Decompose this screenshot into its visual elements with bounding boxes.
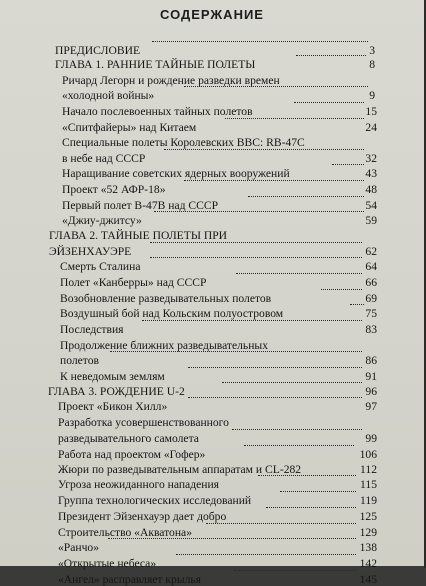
- dot-leader: [280, 490, 356, 492]
- toc-entry-title: ПРЕДИСЛОВИЕ: [55, 44, 141, 57]
- toc-entry-title: Разработка усовершенствованного: [58, 416, 229, 429]
- toc-entry-page: 32: [365, 152, 377, 165]
- dot-leader: [184, 85, 368, 87]
- toc-entry-title: «холодной войны»: [62, 89, 155, 102]
- toc-entry-title: Работа над проектом «Гофер»: [58, 448, 206, 461]
- dot-leader: [176, 553, 356, 555]
- toc-entry-title: Полет «Канберры» над СССР: [60, 276, 207, 289]
- toc-entry-title: разведывательного самолета: [58, 432, 199, 445]
- toc-entry-page: 66: [365, 276, 377, 289]
- toc-entry-title: Наращивание советских ядерных вооружений: [62, 167, 290, 180]
- toc-entry-page: 9: [369, 89, 375, 102]
- toc-entry-page: 145: [359, 573, 377, 586]
- toc-entry-page: 54: [365, 199, 377, 212]
- toc-entry-title: Последствия: [60, 323, 124, 336]
- toc-entry-title: Группа технологических исследований: [58, 494, 252, 507]
- toc-entry-page: 43: [365, 167, 377, 180]
- dot-leader: [258, 474, 356, 476]
- toc-entry-title: ГЛАВА 2. ТАЙНЫЕ ПОЛЕТЫ ПРИ: [49, 229, 228, 242]
- dot-leader: [234, 569, 356, 571]
- toc-entry-title: К неведомым землям: [60, 370, 165, 383]
- toc-entry-title: Президент Эйзенхауэр дает добро: [58, 510, 227, 523]
- toc-entry-page: 64: [365, 260, 377, 273]
- toc-entry-title: «Спитфайеры» над Китаем: [62, 121, 197, 134]
- dot-leader: [296, 54, 366, 56]
- dot-leader: [222, 381, 362, 383]
- toc-entry-title: Начало послевоенных тайных полетов: [62, 105, 253, 118]
- dot-leader: [154, 210, 364, 212]
- dot-leader: [350, 303, 364, 305]
- toc-entry-title: Ричард Легорн и рождение разведки времен: [62, 74, 280, 87]
- dot-leader: [206, 522, 356, 524]
- toc-entry-title: ЭЙЗЕНХАУЭРЕ: [49, 245, 132, 258]
- toc-entry-page: 129: [359, 526, 377, 539]
- dot-leader: [142, 319, 362, 321]
- toc-entry-title: Смерть Сталина: [60, 260, 141, 273]
- toc-entry-title: Специальные полеты Королевских ВВС: RB-47C: [62, 136, 305, 149]
- toc-entry-page: 119: [360, 494, 377, 507]
- toc-entry-title: Проект «Бикон Хилл»: [58, 400, 168, 413]
- dot-leader: [188, 366, 362, 368]
- toc-entry-page: 97: [365, 400, 377, 413]
- toc-entry-page: 83: [365, 323, 377, 336]
- toc-entry-page: 48: [365, 183, 377, 196]
- toc-entry-page: 69: [365, 292, 377, 305]
- dot-leader: [150, 241, 362, 243]
- toc-entry-title: «Джиу-джитсу»: [62, 214, 142, 227]
- dot-leader: [110, 350, 362, 352]
- toc-entry-page: 91: [365, 370, 377, 383]
- dot-leader: [225, 117, 364, 119]
- dot-leader: [236, 272, 362, 274]
- toc-entry-title: Строительство «Акватона»: [58, 526, 193, 539]
- toc-entry-title: Первый полет В-47В над СССР: [62, 199, 219, 212]
- dot-leader: [108, 537, 356, 539]
- dot-leader: [184, 179, 364, 181]
- toc-entry-page: 142: [359, 557, 377, 570]
- toc-entry-page: 112: [360, 463, 377, 476]
- toc-entry-title: Проект «52 АФР-18»: [62, 183, 166, 196]
- toc-entry-title: Возобновление разведывательных полетов: [60, 292, 272, 305]
- dot-leader: [321, 288, 362, 290]
- toc-entry-page: 75: [365, 307, 377, 320]
- dot-leader: [164, 148, 364, 150]
- dot-leader: [266, 506, 356, 508]
- toc-entry-page: 99: [365, 432, 377, 445]
- toc-entry-title: ГЛАВА 1. РАННИЕ ТАЙНЫЕ ПОЛЕТЫ: [55, 58, 256, 71]
- toc-entry-title: в небе над СССР: [62, 152, 146, 165]
- dot-leader: [188, 396, 362, 398]
- toc-entry-page: 96: [365, 385, 377, 398]
- toc-entry-title: Воздушный бой над Кольским полуостровом: [60, 307, 284, 320]
- toc-entry-page: 15: [365, 105, 377, 118]
- dot-leader: [244, 444, 354, 446]
- toc-entry-page: 3: [369, 44, 375, 57]
- toc-entry-page: 59: [365, 214, 377, 227]
- toc-entry-title: полетов: [60, 354, 99, 367]
- toc-entry-page: 62: [365, 245, 377, 258]
- dot-leader: [150, 256, 362, 258]
- toc-entry-page: 138: [359, 541, 377, 554]
- dot-leader: [152, 40, 368, 42]
- toc-entry-page: 24: [365, 121, 377, 134]
- toc-entry-title: Жюри по разведывательным аппаратам и CL-282: [58, 463, 302, 476]
- toc-entry-page: 106: [359, 448, 377, 461]
- toc-entry-page: 115: [360, 478, 377, 491]
- toc-entry-title: Продолжение ближних разведывательных: [60, 339, 268, 352]
- toc-entry-page: 125: [359, 510, 377, 523]
- toc-entry-page: 86: [365, 354, 377, 367]
- toc-entry-page: 8: [369, 58, 375, 71]
- toc-entry-title: «Ангел» расправляет крылья: [58, 573, 202, 586]
- toc-entry-title: ГЛАВА 3. РОЖДЕНИЕ U-2: [48, 385, 185, 398]
- toc-entry-title: «Открытые небеса»: [58, 557, 157, 570]
- page-title: СОДЕРЖАНИЕ: [160, 7, 264, 22]
- toc-entry-title: «Ранчо»: [58, 541, 100, 554]
- dot-leader: [294, 101, 364, 103]
- dot-leader: [332, 163, 364, 165]
- dot-leader: [232, 428, 362, 430]
- dot-leader: [248, 195, 364, 197]
- toc-entry-title: Угроза неожиданного нападения: [58, 478, 219, 491]
